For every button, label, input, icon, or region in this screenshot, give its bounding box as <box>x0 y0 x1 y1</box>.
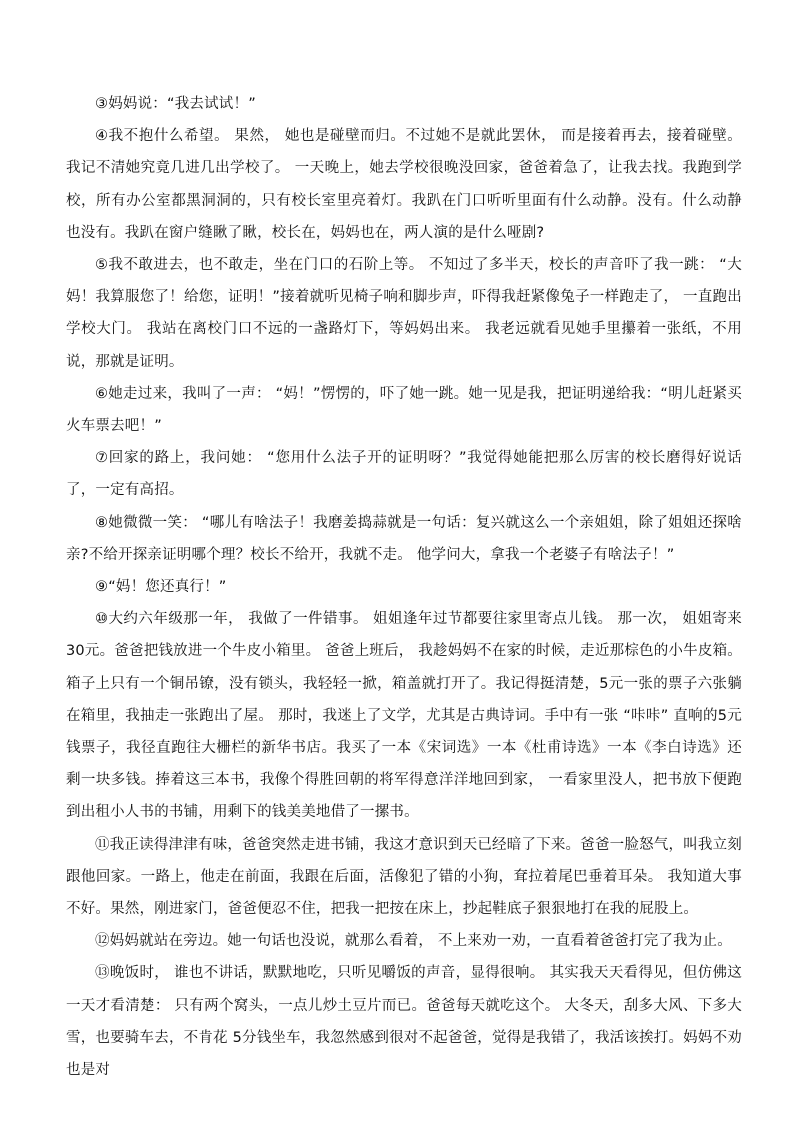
paragraph-7: ⑦回家的路上，我问她： “您用什么法子开的证明呀？”我觉得她能把那么厉害的校长磨得好说话了，一定有高招。 <box>66 450 742 499</box>
paragraph-5: ⑤我不敢进去，也不敢走，坐在门口的石阶上等。 不知过了多半天，校长的声音吓了我一跳： “大妈！我算服您了！给您，证明！”接着就听见椅子响和脚步声，吓得我赶紧像兔子一样跑走了， 一直跑出学校大门。 我站在离校门口不远的一盏路灯下，等妈妈出来。 我老远就看见她手里攥着一张纸，不用说，那就是证明。 <box>66 257 742 370</box>
paragraph-8: ⑧她微微一笑： “哪儿有啥法子！我磨姜捣蒜就是一句话：复兴就这么一个亲姐姐，除了姐姐还探啥亲?不给开探亲证明哪个理？校长不给开，我就不走。 他学问大，拿我一个老婆子有啥法子！” <box>66 514 742 563</box>
article-body <box>66 88 742 1086</box>
paragraph-6: ⑥她走过来，我叫了一声： “妈！”愣愣的，吓了她一跳。她一见是我，把证明递给我：“明儿赶紧买火车票去吧！” <box>66 385 742 435</box>
paragraph-12: ⑫妈妈就站在旁边。她一句话也没说，就那么看着， 不上来劝一劝，一直看着爸爸打完了我为止。 <box>95 933 732 950</box>
paragraph-9: ⑨“妈！您还真行！” <box>95 579 227 596</box>
paragraph-13: ⑬晚饭时， 谁也不讲话，默默地吃，只听见嚼饭的声音，显得很响。 其实我天天看得见，但仿佛这一天才看清楚： 只有两个窝头，一点儿炒土豆片而已。爸爸每天就吃这个。 大冬天，刮多大风、下多大雪，也要骑车去，不肯花 5分钱坐车，我忽然感到很对不起爸爸，觉得是我错了，我活该挨打。妈妈不劝也是对 <box>66 965 742 1079</box>
paragraph-4: ④我不抱什么希望。 果然， 她也是碰壁而归。不过她不是就此罢休， 而是接着再去，接着碰壁。 我记不清她究竟几进几出学校了。 一天晚上，她去学校很晚没回家，爸爸着急了，让我去找。我跑到学校，所有办公室都黑洞洞的，只有校长室里亮着灯。我趴在门口听听里面有什么动静。没有。什么动静也没有。我趴在窗户缝瞅了瞅，校长在，妈妈也在，两人演的是什么哑剧? <box>66 128 742 241</box>
paragraph-3: ③妈妈说：“我去试试！” <box>95 96 256 112</box>
paragraph-11: ⑪我正读得津津有味，爸爸突然走进书铺，我这才意识到天已经暗了下来。爸爸一脸怒气，叫我立刻跟他回家。一路上，他走在前面，我跟在后面，活像犯了错的小狗，耷拉着尾巴垂着耳朵。 我知道大事不好。果然，刚进家门，爸爸便忍不住，把我一把按在床上，抄起鞋底子狠狠地打在我的屁股上。 <box>66 836 742 918</box>
paragraph-10: ⑩大约六年级那一年， 我做了一件错事。 姐姐逢年过节都要往家里寄点儿钱。 那一次， 姐姐寄来 30元。爸爸把钱放进一个牛皮小箱里。 爸爸上班后， 我趁妈妈不在家的时候，走近那棕色的小牛皮箱。箱子上只有一个铜吊镣，没有锁头，我轻轻一掀，箱盖就打开了。我记得挺清楚，5元一张的票子六张躺在箱里，我抽走一张跑出了屋。 那时，我迷上了文学，尤其是古典诗词。手中有一张 “咔咔” 直响的5元钱票子，我径直跑往大栅栏的新华书店。我买了一本《宋词选》一本《杜甫诗选》一本《李白诗选》还剩一块多钱。捧着这三本书，我像个得胜回朝的将军得意洋洋地回到家， 一看家里没人，把书放下便跑到出租小人书的书铺，用剩下的钱美美地借了一摞书。 <box>66 611 742 821</box>
